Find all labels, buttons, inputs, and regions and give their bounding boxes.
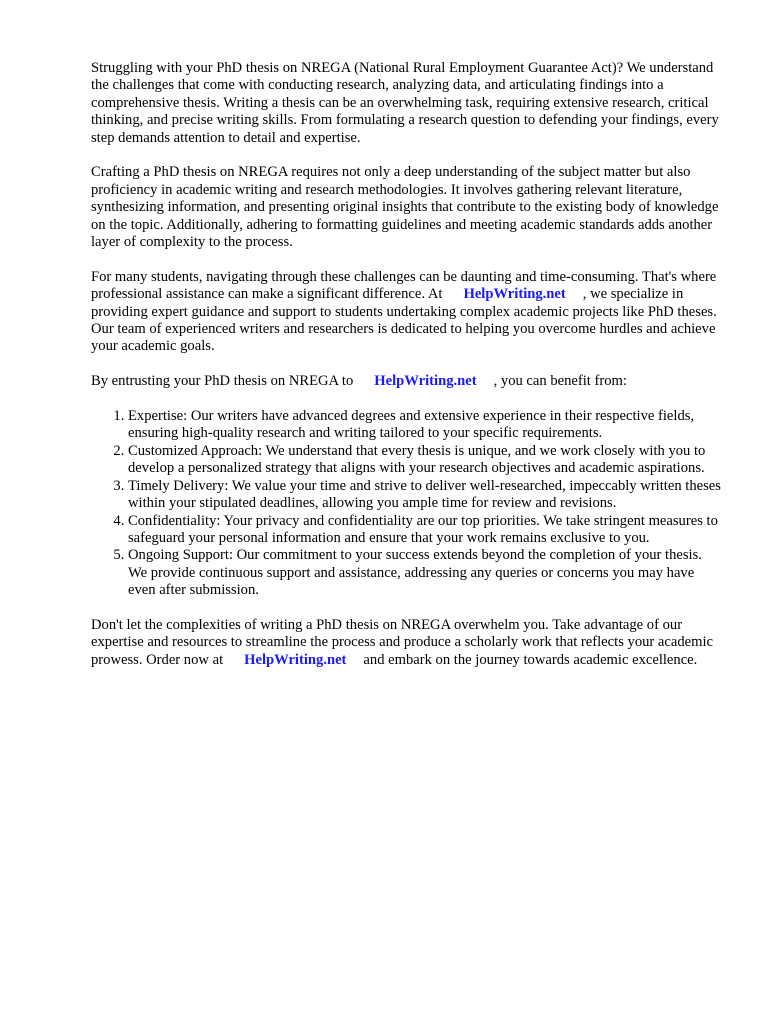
assistance-text-before: For many students, navigating through these challenges can be daunting and time-consuming. That's where professional assistance can make a significant difference. At — [91, 268, 717, 303]
helpwriting-link-3[interactable]: HelpWriting.net — [244, 651, 347, 668]
list-item: 5. Ongoing Support: Our commitment to your success extends beyond the completion of your thesis. We provide continuous support and assistance, addressing any queries or concerns you may have even after submission. — [128, 547, 723, 599]
document-page — [91, 60, 723, 687]
assistance-paragraph — [91, 269, 723, 356]
helpwriting-link-2[interactable]: HelpWriting.net — [374, 373, 477, 390]
list-item: 3. Timely Delivery: We value your time and strive to deliver well-researched, impeccably written theses within your stipulated deadlines, allowing you ample time for review and revisions. — [128, 478, 723, 513]
closing-text-before: Don't let the complexities of writing a PhD thesis on NREGA overwhelm you. Take advantage of our expertise and resources to streamline the process and produce a scholarly work that reflects your academic prowess. Order now at — [91, 616, 714, 668]
list-item: 2. Customized Approach: We understand that every thesis is unique, and we work closely with you to develop a personalized strategy that aligns with your research objectives and academic aspirations. — [128, 443, 723, 478]
benefits-list — [91, 408, 723, 599]
challenges-paragraph: Crafting a PhD thesis on NREGA requires not only a deep understanding of the subject matter but also proficiency in academic writing and research methodologies. It involves gathering relevant literature, synthesizing information, and presenting original insights that contribute to the existing body of knowledge on the topic. Additionally, adhering to formatting guidelines and meeting academic standards adds another layer of complexity to the process. — [91, 164, 719, 251]
intro-paragraph: Struggling with your PhD thesis on NREGA (National Rural Employment Guarantee Act)? We understand the challenges that come with conducting research, analyzing data, and articulating findings into a comprehensive thesis. Writing a thesis can be an overwhelming task, requiring extensive research, critical thinking, and precise writing skills. From formulating a research question to defending your findings, every step demands attention to detail and expertise. — [91, 60, 719, 146]
list-item: 4. Confidentiality: Your privacy and confidentiality are our top priorities. We take stringent measures to safeguard your personal information and ensure that your work remains exclusive to you. — [128, 513, 723, 548]
list-item: 1. Expertise: Our writers have advanced degrees and extensive experience in their respective fields, ensuring high-quality research and writing tailored to your specific requirements. — [128, 408, 723, 443]
closing-text-after: and embark on the journey towards academic excellence. — [363, 651, 698, 668]
benefits-intro-text-after: , you can benefit from: — [493, 373, 627, 390]
closing-paragraph — [91, 617, 723, 669]
benefits-intro-paragraph — [91, 373, 723, 390]
assistance-text-after: , we specialize in providing expert guidance and support to students undertaking complex academic projects like PhD theses. Our team of experienced writers and researchers is dedicated to helping you overcome hurdles and achieve your academic goals. — [91, 286, 717, 355]
benefits-intro-text-before: By entrusting your PhD thesis on NREGA to — [91, 373, 354, 390]
helpwriting-link-1[interactable]: HelpWriting.net — [463, 286, 566, 303]
